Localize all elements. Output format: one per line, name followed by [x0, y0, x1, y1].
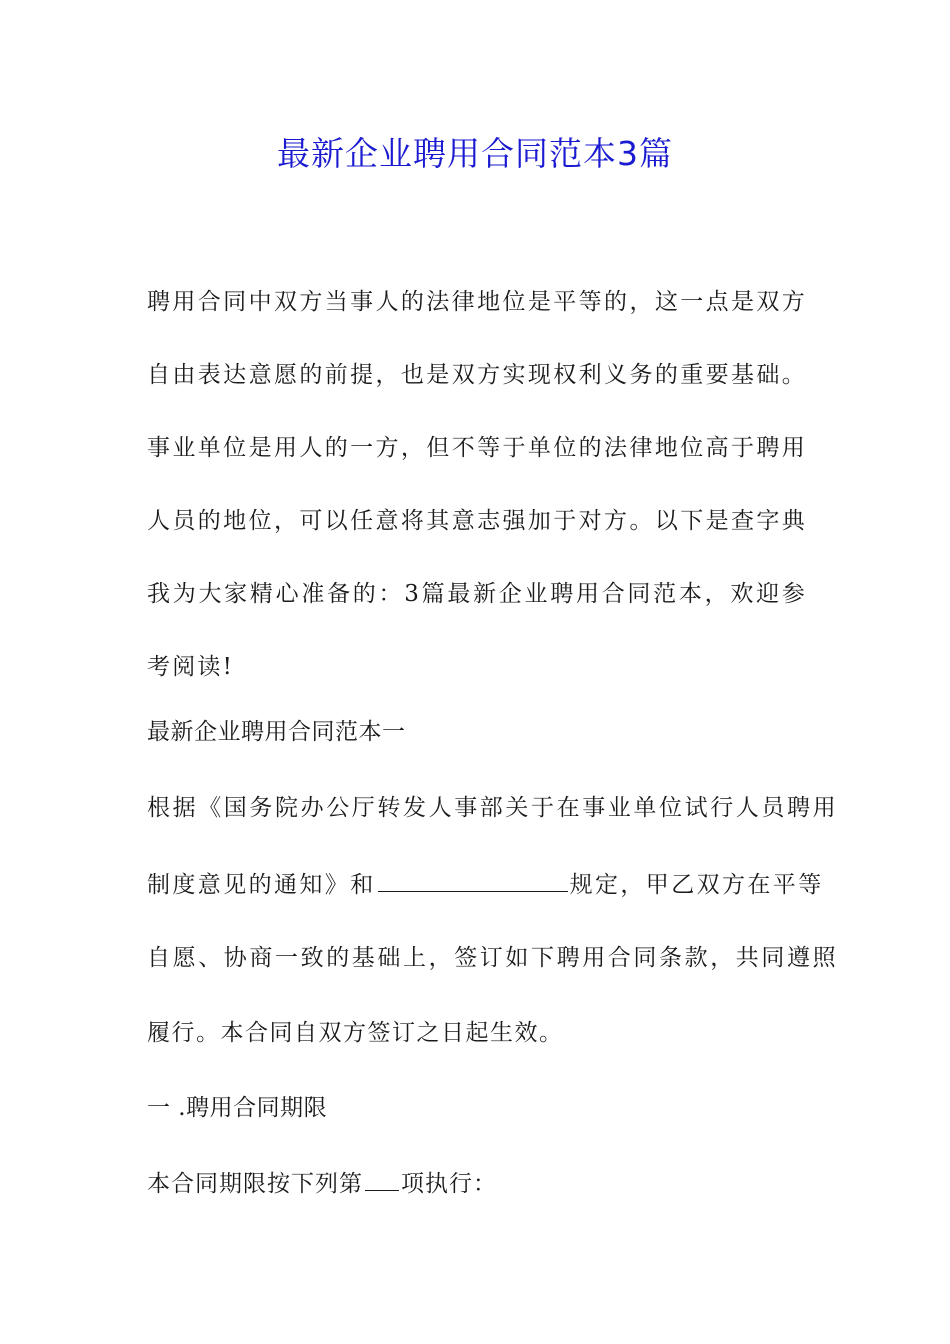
intro-paragraph: 聘用合同中双方当事人的法律地位是平等的，这一点是双方自由表达意愿的前提，也是双方实现权利义务的重要基础。事业单位是用人的一方，但不等于单位的法律地位高于聘用人员的地位，可以任意将其意志强加于对方。以下是查字典我为大家精心准备的：3篇最新企业聘用合同范本，欢迎参考阅读! — [147, 289, 807, 680]
clause-heading: 一 .聘用合同期限 — [147, 1095, 328, 1121]
clause-text-part: 本合同期限按下列第 — [147, 1171, 363, 1197]
section-heading: 最新企业聘用合同范本一 — [147, 719, 406, 745]
paragraph-text: 制度意见的通知》和 — [147, 872, 376, 898]
paragraph-line: 根据《国务院办公厅转发人事部关于在事业单位试行人员聘用 — [147, 795, 839, 821]
paragraph-line: 履行。本合同自双方签订之日起生效。 — [147, 1020, 564, 1046]
paragraph-text: 规定，甲乙双方在平等 — [569, 872, 824, 898]
clause-text-part: 项执行： — [401, 1171, 497, 1197]
fill-in-blank — [378, 865, 568, 892]
fill-in-blank — [365, 1164, 399, 1191]
clause-text — [147, 1164, 497, 1202]
paragraph-line: 自愿、协商一致的基础上，签订如下聘用合同条款，共同遵照 — [147, 945, 839, 971]
document-title: 最新企业聘用合同范本3篇 — [277, 134, 673, 173]
paragraph-line — [147, 865, 824, 903]
